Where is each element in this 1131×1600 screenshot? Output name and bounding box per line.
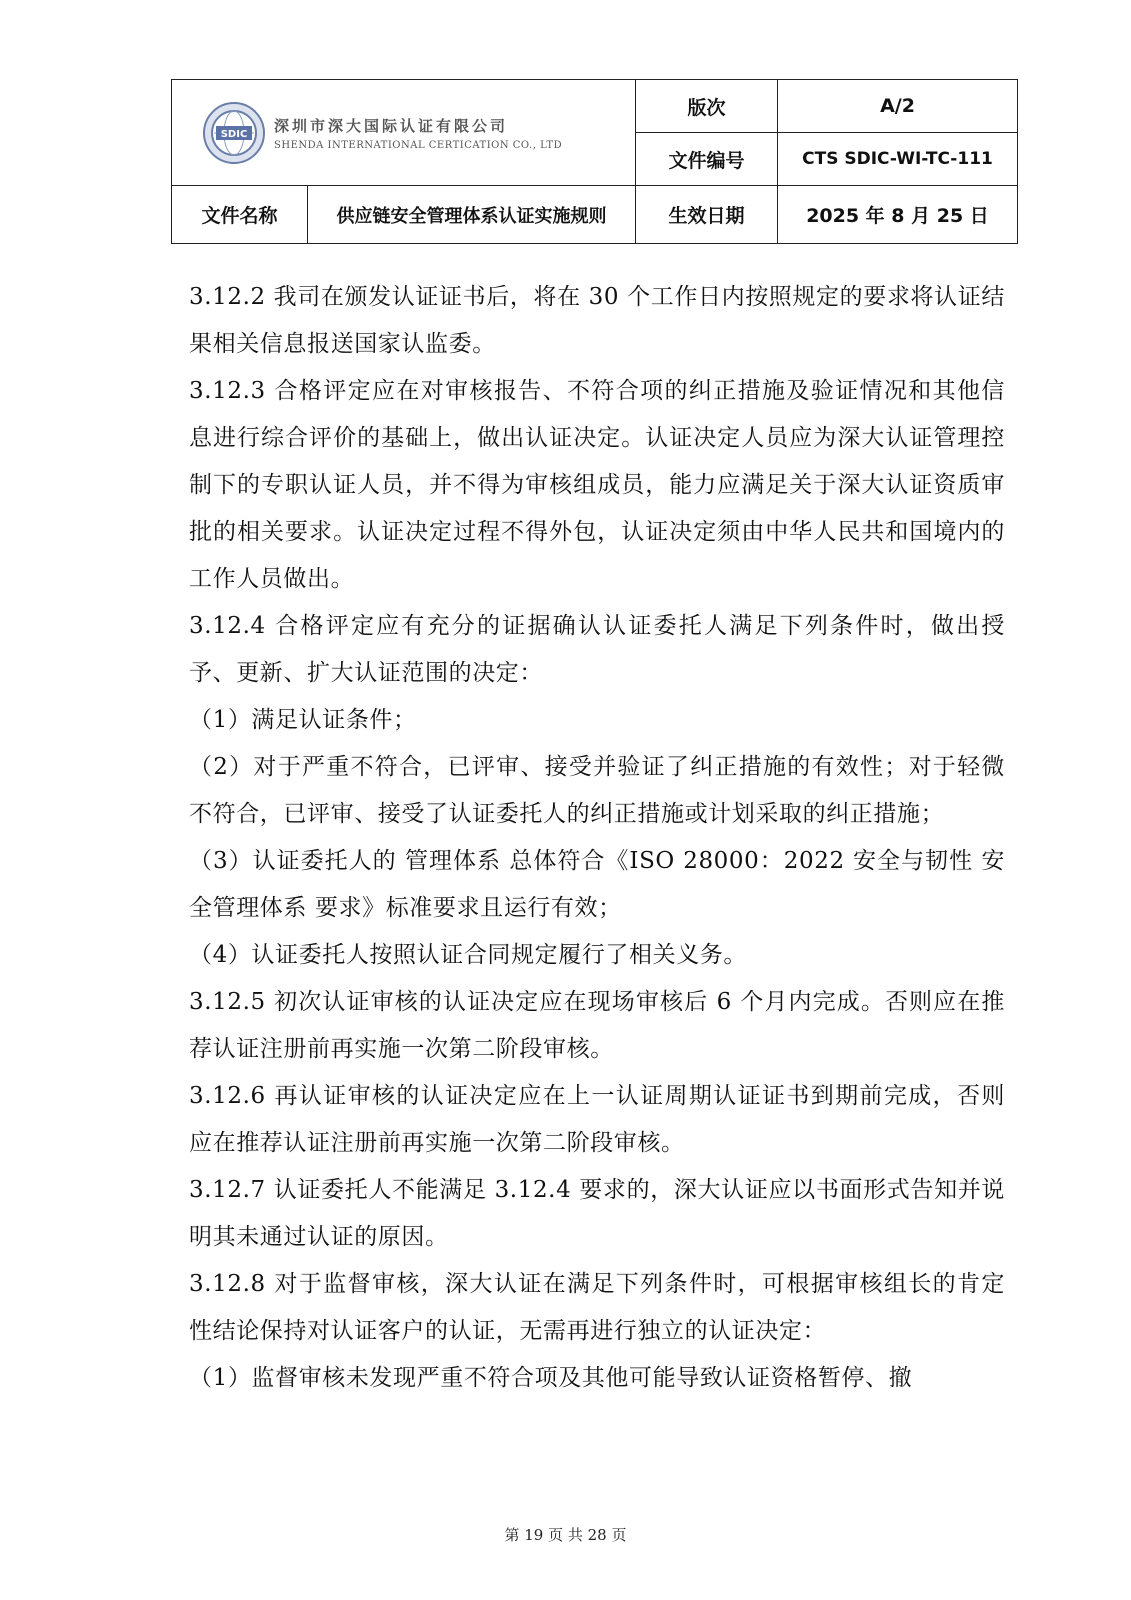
paragraph-3-12-8: 3.12.8 对于监督审核，深大认证在满足下列条件时，可根据审核组长的肯定性结论保持对认证客户的认证，无需再进行独立的认证决定： xyxy=(189,1271,1005,1344)
list-item: （4）认证委托人按照认证合同规定履行了相关义务。 xyxy=(189,942,748,968)
document-header-table xyxy=(171,79,1018,244)
company-logo-cell xyxy=(172,80,636,186)
document-body xyxy=(189,274,1005,1402)
paragraph-3-12-4: 3.12.4 合格评定应有充分的证据确认认证委托人满足下列条件时，做出授予、更新、扩大认证范围的决定： xyxy=(189,613,1005,686)
doc-no-value: CTS SDIC-WI-TC-111 xyxy=(778,133,1018,186)
doc-name-value: 供应链安全管理体系认证实施规则 xyxy=(308,186,636,244)
company-name-en: SHENDA INTERNATIONAL CERTICATION CO., LTD xyxy=(274,139,563,151)
version-label: 版次 xyxy=(636,80,778,133)
effective-date-value: 2025 年 8 月 25 日 xyxy=(778,186,1018,244)
paragraph-3-12-7: 3.12.7 认证委托人不能满足 3.12.4 要求的，深大认证应以书面形式告知并说明其未通过认证的原因。 xyxy=(189,1177,1005,1250)
list-item: （1）监督审核未发现严重不符合项及其他可能导致认证资格暂停、撤 xyxy=(189,1365,913,1391)
doc-name-label: 文件名称 xyxy=(172,186,308,244)
page-number-footer: 第 19 页 共 28 页 xyxy=(504,1526,627,1544)
company-name-cn: 深圳市深大国际认证有限公司 xyxy=(274,116,509,135)
paragraph-3-12-3: 3.12.3 合格评定应在对审核报告、不符合项的纠正措施及验证情况和其他信息进行综合评价的基础上，做出认证决定。认证决定人员应为深大认证管理控制下的专职认证人员，并不得为审核组成员，能力应满足关于深大认证资质审批的相关要求。认证决定过程不得外包，认证决定须由中华人民共和国境内的工作人员做出。 xyxy=(189,378,1005,592)
svg-text:SDIC: SDIC xyxy=(220,128,248,140)
version-value: A/2 xyxy=(778,80,1018,133)
effective-date-label: 生效日期 xyxy=(636,186,778,244)
list-item: （3）认证委托人的 管理体系 总体符合《ISO 28000：2022 安全与韧性 安全管理体系 要求》标准要求且运行有效； xyxy=(189,848,1005,921)
company-logo-icon xyxy=(202,101,266,165)
paragraph-3-12-2: 3.12.2 我司在颁发认证证书后，将在 30 个工作日内按照规定的要求将认证结果相关信息报送国家认监委。 xyxy=(189,284,1005,357)
paragraph-3-12-5: 3.12.5 初次认证审核的认证决定应在现场审核后 6 个月内完成。否则应在推荐认证注册前再实施一次第二阶段审核。 xyxy=(189,989,1005,1062)
list-item: （1）满足认证条件； xyxy=(189,707,417,733)
list-item: （2）对于严重不符合，已评审、接受并验证了纠正措施的有效性；对于轻微不符合，已评审、接受了认证委托人的纠正措施或计划采取的纠正措施； xyxy=(189,754,1005,827)
doc-no-label: 文件编号 xyxy=(636,133,778,186)
paragraph-3-12-6: 3.12.6 再认证审核的认证决定应在上一认证周期认证证书到期前完成，否则应在推荐认证注册前再实施一次第二阶段审核。 xyxy=(189,1083,1005,1156)
